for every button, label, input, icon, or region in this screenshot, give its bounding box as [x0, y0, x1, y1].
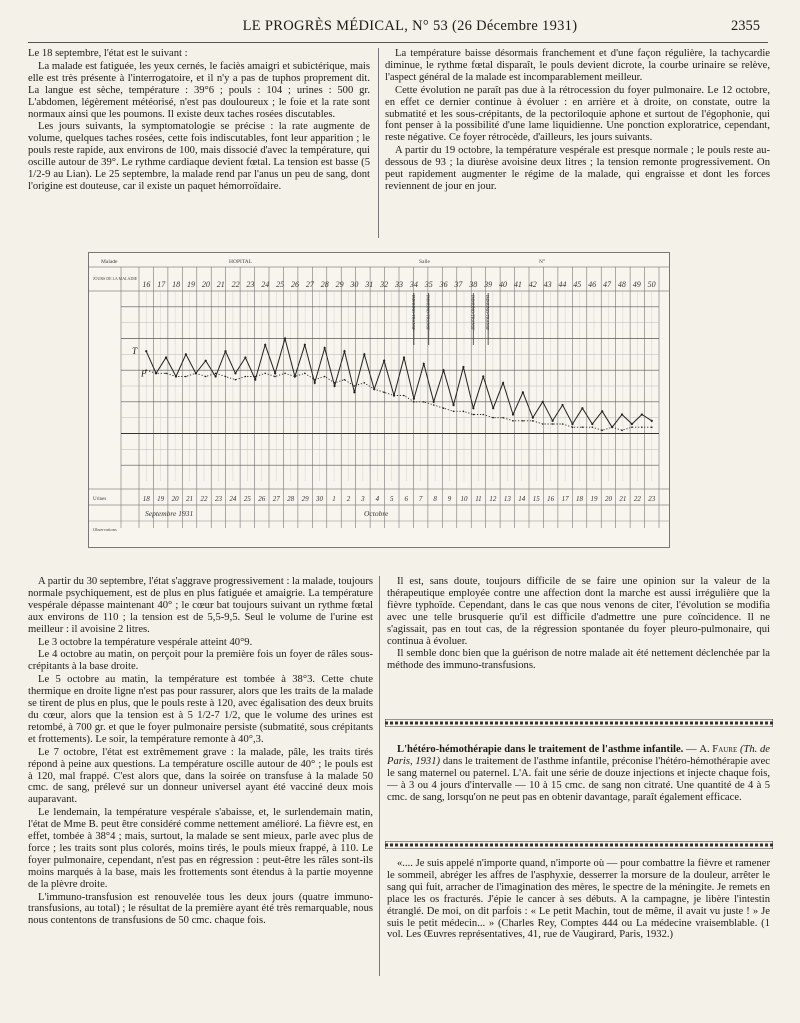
paragraph: A partir du 30 septembre, l'état s'aggrave progressivement : la malade, toujours normale psychiquement, est de plus en plus fatiguée et amaigrie. La température vespérale dépasse maintenant 40° ; le cœur bat toujours suivant un rythme fœtal aux environs de 110 ; la tension est de 5,5-9,5. Seul le volume de l'urine est meilleur : il avoisine 2 litres.	[28, 576, 373, 635]
pulse-point	[473, 414, 475, 416]
pulse-point	[413, 401, 415, 403]
quote-block	[387, 858, 770, 942]
pulse-point	[334, 382, 336, 384]
chart-date-label: 27	[272, 495, 280, 503]
chart-date-label: 26	[258, 495, 266, 503]
temperature-point	[403, 356, 405, 358]
temperature-point	[413, 398, 415, 400]
pulse-point	[274, 376, 276, 378]
pulse-point	[611, 426, 613, 428]
temperature-point	[532, 417, 534, 419]
temperature-point	[512, 413, 514, 415]
chart-day-number: 37	[454, 280, 463, 289]
chart-row-label: JOURS DE LA MALADIE	[93, 276, 138, 281]
pulse-point	[314, 379, 316, 381]
pulse-point	[254, 376, 256, 378]
chart-day-number: 30	[350, 280, 359, 289]
chart-day-number: 32	[380, 280, 389, 289]
chart-date-label: 20	[604, 495, 612, 503]
pulse-point	[393, 395, 395, 397]
article-body: L'hétéro-hémothérapie dans le traitement de l'asthme infantile. — A. Faure (Th. de Paris, 1931) dans le traitement de l'asthme infantile, préconise l'hétéro-hémothérapie avec le sang maternel ou paternel. L'A. fait une série de douze injections et injecte chaque fois, — à 3 ou 4 jours d'intervalle — 10 à 15 cmc. de sang non citraté. Une quantité de 4 à 5 cmc. de sang, lorsqu'on ne peut pas en obtenir davantage, paraît également efficace.	[387, 744, 771, 803]
chart-day-number: 29	[335, 280, 344, 289]
temperature-point	[443, 369, 445, 371]
chart-day-number: 43	[543, 280, 552, 289]
chart-day-number: 49	[632, 280, 641, 289]
pulse-point	[512, 420, 514, 422]
chart-date-label: 3	[361, 495, 365, 503]
temperature-point	[244, 356, 246, 358]
chart-day-number: 46	[588, 280, 597, 289]
chart-day-number: 34	[409, 280, 418, 289]
temperature-point	[502, 382, 504, 384]
pulse-point	[463, 411, 465, 413]
temperature-point	[333, 385, 335, 387]
pulse-point	[601, 430, 603, 432]
pulse-point	[482, 414, 484, 416]
pulse-point	[423, 401, 425, 403]
series-marker-t: T	[131, 346, 137, 357]
chart-day-number: 36	[439, 280, 448, 289]
temperature-point	[492, 407, 494, 409]
pulse-point	[592, 426, 594, 428]
paragraph: Le 7 octobre, l'état est extrêmement grave : la malade, pâle, les traits tirés répond à peine aux questions. La température oscille autour de 40° ; le pouls est à 120, mal frappé. C'est alors que, dans la soirée on transfuse à la malade 50 cmc. de sang, prélevé sur un donneur universel ayant été vacciné deux mois auparavant.	[28, 746, 373, 806]
chart-date-label: 21	[619, 495, 627, 503]
chart-day-number: 47	[603, 280, 611, 289]
bottom-left-column	[28, 576, 373, 928]
chart-date-label: 18	[142, 495, 150, 503]
pulse-point	[364, 382, 366, 384]
running-header	[60, 18, 760, 38]
chart-day-number: 21	[216, 280, 225, 289]
chart-day-number: 35	[424, 280, 433, 289]
chart-date-label: 9	[447, 495, 452, 503]
temperature-point	[353, 391, 355, 393]
chart-header-label: Malade	[101, 259, 118, 265]
chart-svg	[89, 253, 669, 547]
temperature-point	[264, 344, 266, 346]
chart-annotation: IMMUNO-TRANSF	[485, 295, 491, 331]
temperature-point	[324, 347, 326, 349]
temperature-point	[423, 363, 425, 365]
temperature-point	[462, 366, 464, 368]
pulse-point	[562, 423, 564, 425]
chart-date-label: 12	[489, 495, 497, 503]
pulse-point	[453, 411, 455, 413]
chart-date-label: 25	[243, 495, 251, 503]
temperature-point	[452, 404, 454, 406]
temperature-point	[571, 423, 573, 425]
chart-annotation: IMMUNO-TRANSF	[425, 295, 431, 331]
temperature-point	[581, 407, 583, 409]
chart-day-number: 31	[365, 280, 374, 289]
chart-row-label: Urines	[93, 497, 107, 502]
pulse-point	[443, 407, 445, 409]
temperature-point	[641, 413, 643, 415]
temperature-point	[552, 420, 554, 422]
chart-date-label: 20	[171, 495, 179, 503]
pulse-point	[235, 379, 237, 381]
chart-date-label: 16	[547, 495, 555, 503]
temperature-point	[621, 413, 623, 415]
pulse-point	[294, 376, 296, 378]
chart-date-label: 2	[346, 495, 351, 503]
article-title: L'hétéro-hémothérapie dans le traitement de l'asthme infantile.	[397, 744, 684, 755]
chart-date-label: 10	[460, 495, 468, 503]
chart-day-number: 41	[513, 280, 522, 289]
chart-date-label: 22	[633, 495, 641, 503]
pulse-point	[582, 426, 584, 428]
pulse-point	[304, 373, 306, 375]
pulse-point	[403, 395, 405, 397]
pulse-point	[532, 420, 534, 422]
pulse-point	[354, 385, 356, 387]
temperature-point	[472, 407, 474, 409]
chart-date-label: 23	[214, 495, 222, 503]
paragraph: Il semble donc bien que la guérison de notre malade ait été nettement déclenchée par la méthode des immuno-transfusions.	[387, 648, 770, 672]
chart-day-number: 28	[320, 280, 329, 289]
temperature-point	[591, 423, 593, 425]
temperature-chart	[88, 252, 670, 548]
pulse-point	[502, 417, 504, 419]
temperature-point	[304, 344, 306, 346]
pulse-point	[205, 376, 207, 378]
chart-day-number: 16	[142, 280, 151, 289]
temperature-point	[383, 360, 385, 362]
chart-date-label: 17	[561, 495, 569, 503]
chart-date-label: 19	[590, 495, 598, 503]
pulse-point	[185, 376, 187, 378]
chart-date-label: 29	[301, 495, 309, 503]
temperature-point	[343, 350, 345, 352]
paragraph: La malade est fatiguée, les yeux cernés, le faciès amaigri et subictérique, mais elle est très présente à l'interrogatoire, et il n'y a pas de tuphos proprement dit. La langue est sèche, température : 39°6 ; pouls : 104 ; urines : 500 gr. L'abdomen, légèrement météorisé, n'est pas douloureux ; le foie et la rate sont normaux ainsi que les poumons. Il existe deux taches rosées discutables.	[28, 60, 370, 120]
temperature-point	[631, 423, 633, 425]
paragraph: Cette évolution ne paraît pas due à la rétrocession du foyer pulmonaire. Le 12 octobre, en effet ce dernier continue à évoluer : en arrière et à droite, on constate, outre la submatité et les sous-crépitants, de la pectoriloquie aphone et surtout de l'égophonie, qui font penser à la possibilité d'une lame liquidienne. Une ponction exploratrice, cependant, reste négative. Ce foyer rétrocède, d'ailleurs, les jours suivants.	[385, 84, 770, 144]
temperature-point	[215, 375, 217, 377]
chart-date-label: 24	[229, 495, 237, 503]
temperature-point	[363, 353, 365, 355]
chart-day-number: 23	[246, 280, 255, 289]
chart-day-number: 42	[528, 280, 537, 289]
temperature-point	[601, 410, 603, 412]
chart-date-label: 8	[433, 495, 437, 503]
column-divider	[378, 48, 379, 238]
chart-date-label: 18	[576, 495, 584, 503]
pulse-point	[651, 426, 653, 428]
top-right-column	[385, 48, 770, 194]
chart-date-label: 13	[503, 495, 511, 503]
chart-day-number: 48	[617, 280, 626, 289]
chart-day-number: 44	[558, 280, 567, 289]
paragraph: Les jours suivants, la symptomatologie se précise : la rate augmente de volume, quelques taches rosées, cette fois indiscutables, font leur apparition ; le pouls reste rapide, aux environs de 100, mais dissocié d'avec la température, qui oscille autour de 39°. Le rythme cardiaque devient fœtal. La tension est basse (5 1/2-9 au Lian). Le 25 septembre, la malade rend par l'anus un peu de sang, dont l'origine est douteuse, car il existe un paquet hémorroïdaire.	[28, 121, 370, 192]
pulse-point	[344, 379, 346, 381]
temperature-point	[205, 360, 207, 362]
top-left-column	[28, 48, 370, 194]
paragraph: Il est, sans doute, toujours difficile de se faire une opinion sur la valeur de la thérapeutique employée contre une affection dont la marche est aussi irrégulière que la fièvre typhoïde. Cependant, dans le cas que nous venons de citer, l'évolution se modifia avec une telle brusquerie qu'il est difficile d'admettre une pure coïncidence. Il ne s'agissait, pas en tout cas, de la régression spontanée du foyer pleuro-pulmonaire, qui continua à évoluer.	[387, 576, 770, 647]
pulse-point	[165, 373, 167, 375]
chart-date-label: 14	[518, 495, 526, 503]
chart-day-number: 26	[291, 280, 299, 289]
temperature-point	[651, 420, 653, 422]
chart-month-label: Septembre 1931	[145, 509, 194, 518]
article-source: (Th. de Paris, 1931)	[387, 744, 771, 767]
paragraph: Le 3 octobre la température vespérale atteint 40°9.	[38, 636, 253, 648]
pulse-point	[155, 373, 157, 375]
temperature-point	[561, 404, 563, 406]
paragraph: Le 4 octobre au matin, on perçoit pour la première fois un foyer de râles sous-crépitants à la base droite.	[28, 649, 373, 673]
quote-text: «.... Je suis appelé n'importe quand, n'importe où — pour combattre la fièvre et ramener le sommeil, abréger les affres de l'asphyxie, desserrer la morsure de la douleur, arrêter le sang qui fuit, arracher de l'imagination des mères, le spectre de la méningite. Je remets en place les os fracturés. J'épie le cancer à ses débuts. A la campagne, je libère l'intestin étranglé. De moi, on dit parfois : « Le petit Machin, tout de même, il avait vu juste ! » Je suis le petit médecin... » (Charles Rey, Comptes 444 ou La médecine vraisemblable. (1 vol. Les Œuvres représentatives, 41, rue de Vaugirard, Paris, 1932.)	[387, 858, 770, 941]
pulse-point	[284, 373, 286, 375]
pulse-point	[492, 417, 494, 419]
chart-day-number: 24	[261, 280, 270, 289]
chart-header-label: N°	[539, 259, 546, 265]
chart-date-label: 23	[648, 495, 656, 503]
chart-day-number: 19	[187, 280, 195, 289]
chart-day-number: 22	[231, 280, 240, 289]
chart-date-label: 15	[532, 495, 540, 503]
pulse-point	[373, 388, 375, 390]
paragraph: Le lendemain, la température vespérale s'abaisse, et, le surlendemain matin, l'état de Mme B. peut être considéré comme nettement amélioré. La fièvre est, en effet, tombée à 38°4 ; mais, surtout, la malade se sent mieux, parle avec plus de force ; les traits sont plus colorés, moins tirés, le pouls mieux frappé, à 110. Le foyer pulmonaire, cependant, n'est pas en régression : peut-être les râles sont-ils moins marqués à la base, mais les frottements sont étendus à la partie moyenne de la plèvre droite.	[28, 807, 373, 890]
chart-day-number: 40	[499, 280, 507, 289]
chart-day-number: 39	[484, 280, 493, 289]
chart-date-label: 22	[200, 495, 208, 503]
temperature-point	[522, 391, 524, 393]
chart-date-label: 28	[287, 495, 295, 503]
pulse-point	[245, 376, 247, 378]
chart-annotation: IMMUNO-TRANSF	[410, 295, 416, 331]
temperature-point	[542, 401, 544, 403]
chart-day-number: 17	[157, 280, 166, 289]
bottom-right-column	[387, 576, 770, 673]
pulse-point	[264, 373, 266, 375]
temperature-point	[224, 350, 226, 352]
chart-date-label: 4	[375, 495, 380, 503]
chart-day-number: 50	[647, 280, 656, 289]
temperature-point	[165, 356, 167, 358]
chart-date-label: 7	[418, 495, 423, 503]
pulse-point	[572, 426, 574, 428]
paragraph: La température baisse désormais franchement et d'une façon régulière, la tachycardie diminue, le rythme fœtal disparaît, le pouls devient dicrote, la courbe urinaire se relève, l'aspect général de la malade est incomparablement meilleur.	[385, 48, 770, 83]
pulse-point	[195, 373, 197, 375]
temperature-point	[433, 401, 435, 403]
paragraph: A partir du 19 octobre, la température vespérale est presque normale ; le pouls reste au-dessous de 93 ; la diurèse avoisine deux litres ; la tension remonte progressivement. On peut rapidement augmenter le régime de la malade, qui engraisse et dont les forces reviennent de jour en jour.	[385, 145, 770, 192]
chart-date-label: 30	[316, 495, 324, 503]
pulse-point	[631, 426, 633, 428]
chart-date-label: 21	[186, 495, 194, 503]
article-author: A. Faure	[699, 744, 738, 755]
pulse-point	[225, 376, 227, 378]
temperature-point	[314, 382, 316, 384]
temperature-point	[234, 372, 236, 374]
pulse-point	[552, 423, 554, 425]
pulse-point	[522, 420, 524, 422]
chart-day-number: 27	[305, 280, 314, 289]
temperature-point	[274, 372, 276, 374]
pulse-point	[383, 392, 385, 394]
chart-day-number: 45	[573, 280, 582, 289]
temperature-point	[482, 375, 484, 377]
chart-header-label: Salle	[419, 259, 430, 265]
chart-day-number: 20	[201, 280, 210, 289]
ornamental-separator	[385, 719, 773, 727]
chart-row-label: Observations	[93, 527, 117, 532]
pulse-point	[324, 376, 326, 378]
chart-day-number: 38	[469, 280, 478, 289]
temperature-point	[185, 353, 187, 355]
chart-date-label: 11	[475, 495, 482, 503]
pulse-point	[641, 426, 643, 428]
chart-date-label: 5	[390, 495, 394, 503]
column-divider	[379, 576, 380, 976]
temperature-point	[254, 379, 256, 381]
chart-date-label: 6	[404, 495, 408, 503]
series-marker-p: P	[141, 368, 147, 379]
chart-annotation: IMMUNO-TRANSF	[470, 295, 476, 331]
paragraph: L'immuno-transfusion est renouvelée tous les deux jours (quatre immuno-transfusions, au total) ; le résultat de la première ayant été très remarquable, nous nous contentons de transfusions de 50 cmc. chaque fois.	[28, 891, 373, 927]
paragraph: Le 18 septembre, l'état est le suivant :	[28, 48, 188, 59]
pulse-point	[215, 373, 217, 375]
temperature-point	[284, 337, 286, 339]
article-text: dans le traitement de l'asthme infantile, préconise l'hétéro-hémothérapie avec le sang maternel ou paternel. L'A. fait une série de douze injections et injecte chaque fois, — à 3 ou 4 jours d'intervalle — 10 à 15 cmc. de sang non citraté. Une quantité de 4 à 5 cmc. de sang, lorsqu'on ne peut pas en obtenir davantage, paraît également efficace.	[387, 755, 771, 803]
chart-date-label: 1	[332, 495, 336, 503]
journal-title: LE PROGRÈS MÉDICAL, N° 53 (26 Décembre 1931)	[242, 18, 578, 34]
pulse-point	[433, 404, 435, 406]
ornamental-separator	[385, 841, 773, 849]
header-rule	[28, 42, 768, 43]
chart-header-label: HOPITAL	[229, 259, 253, 265]
pulse-point	[542, 423, 544, 425]
page-number: 2355	[731, 18, 760, 34]
chart-day-number: 25	[276, 280, 285, 289]
chart-day-number: 33	[395, 280, 403, 289]
article-asthme	[387, 744, 770, 805]
pulse-point	[621, 430, 623, 432]
chart-day-number: 18	[172, 280, 181, 289]
pulse-point	[175, 376, 177, 378]
paragraph: Le 5 octobre au matin, la température est tombée à 38°3. Cette chute thermique en droite ligne n'est pas pour rassurer, alors que les traits de la malade se tirent de plus en plus, que le pouls reste à 120, avec égalisation des deux bruits du cœur, alors que la tension est à 5 1/2-7 1/2, que le volume des urines est retombé, à 700 gr. et que le foyer pulmonaire persiste (submatité, sous crépitants et frottements). Le soir, la température remonte à 40°,3.	[28, 674, 373, 745]
temperature-point	[145, 350, 147, 352]
chart-month-label: Octobre	[364, 509, 389, 518]
chart-date-label: 19	[157, 495, 165, 503]
